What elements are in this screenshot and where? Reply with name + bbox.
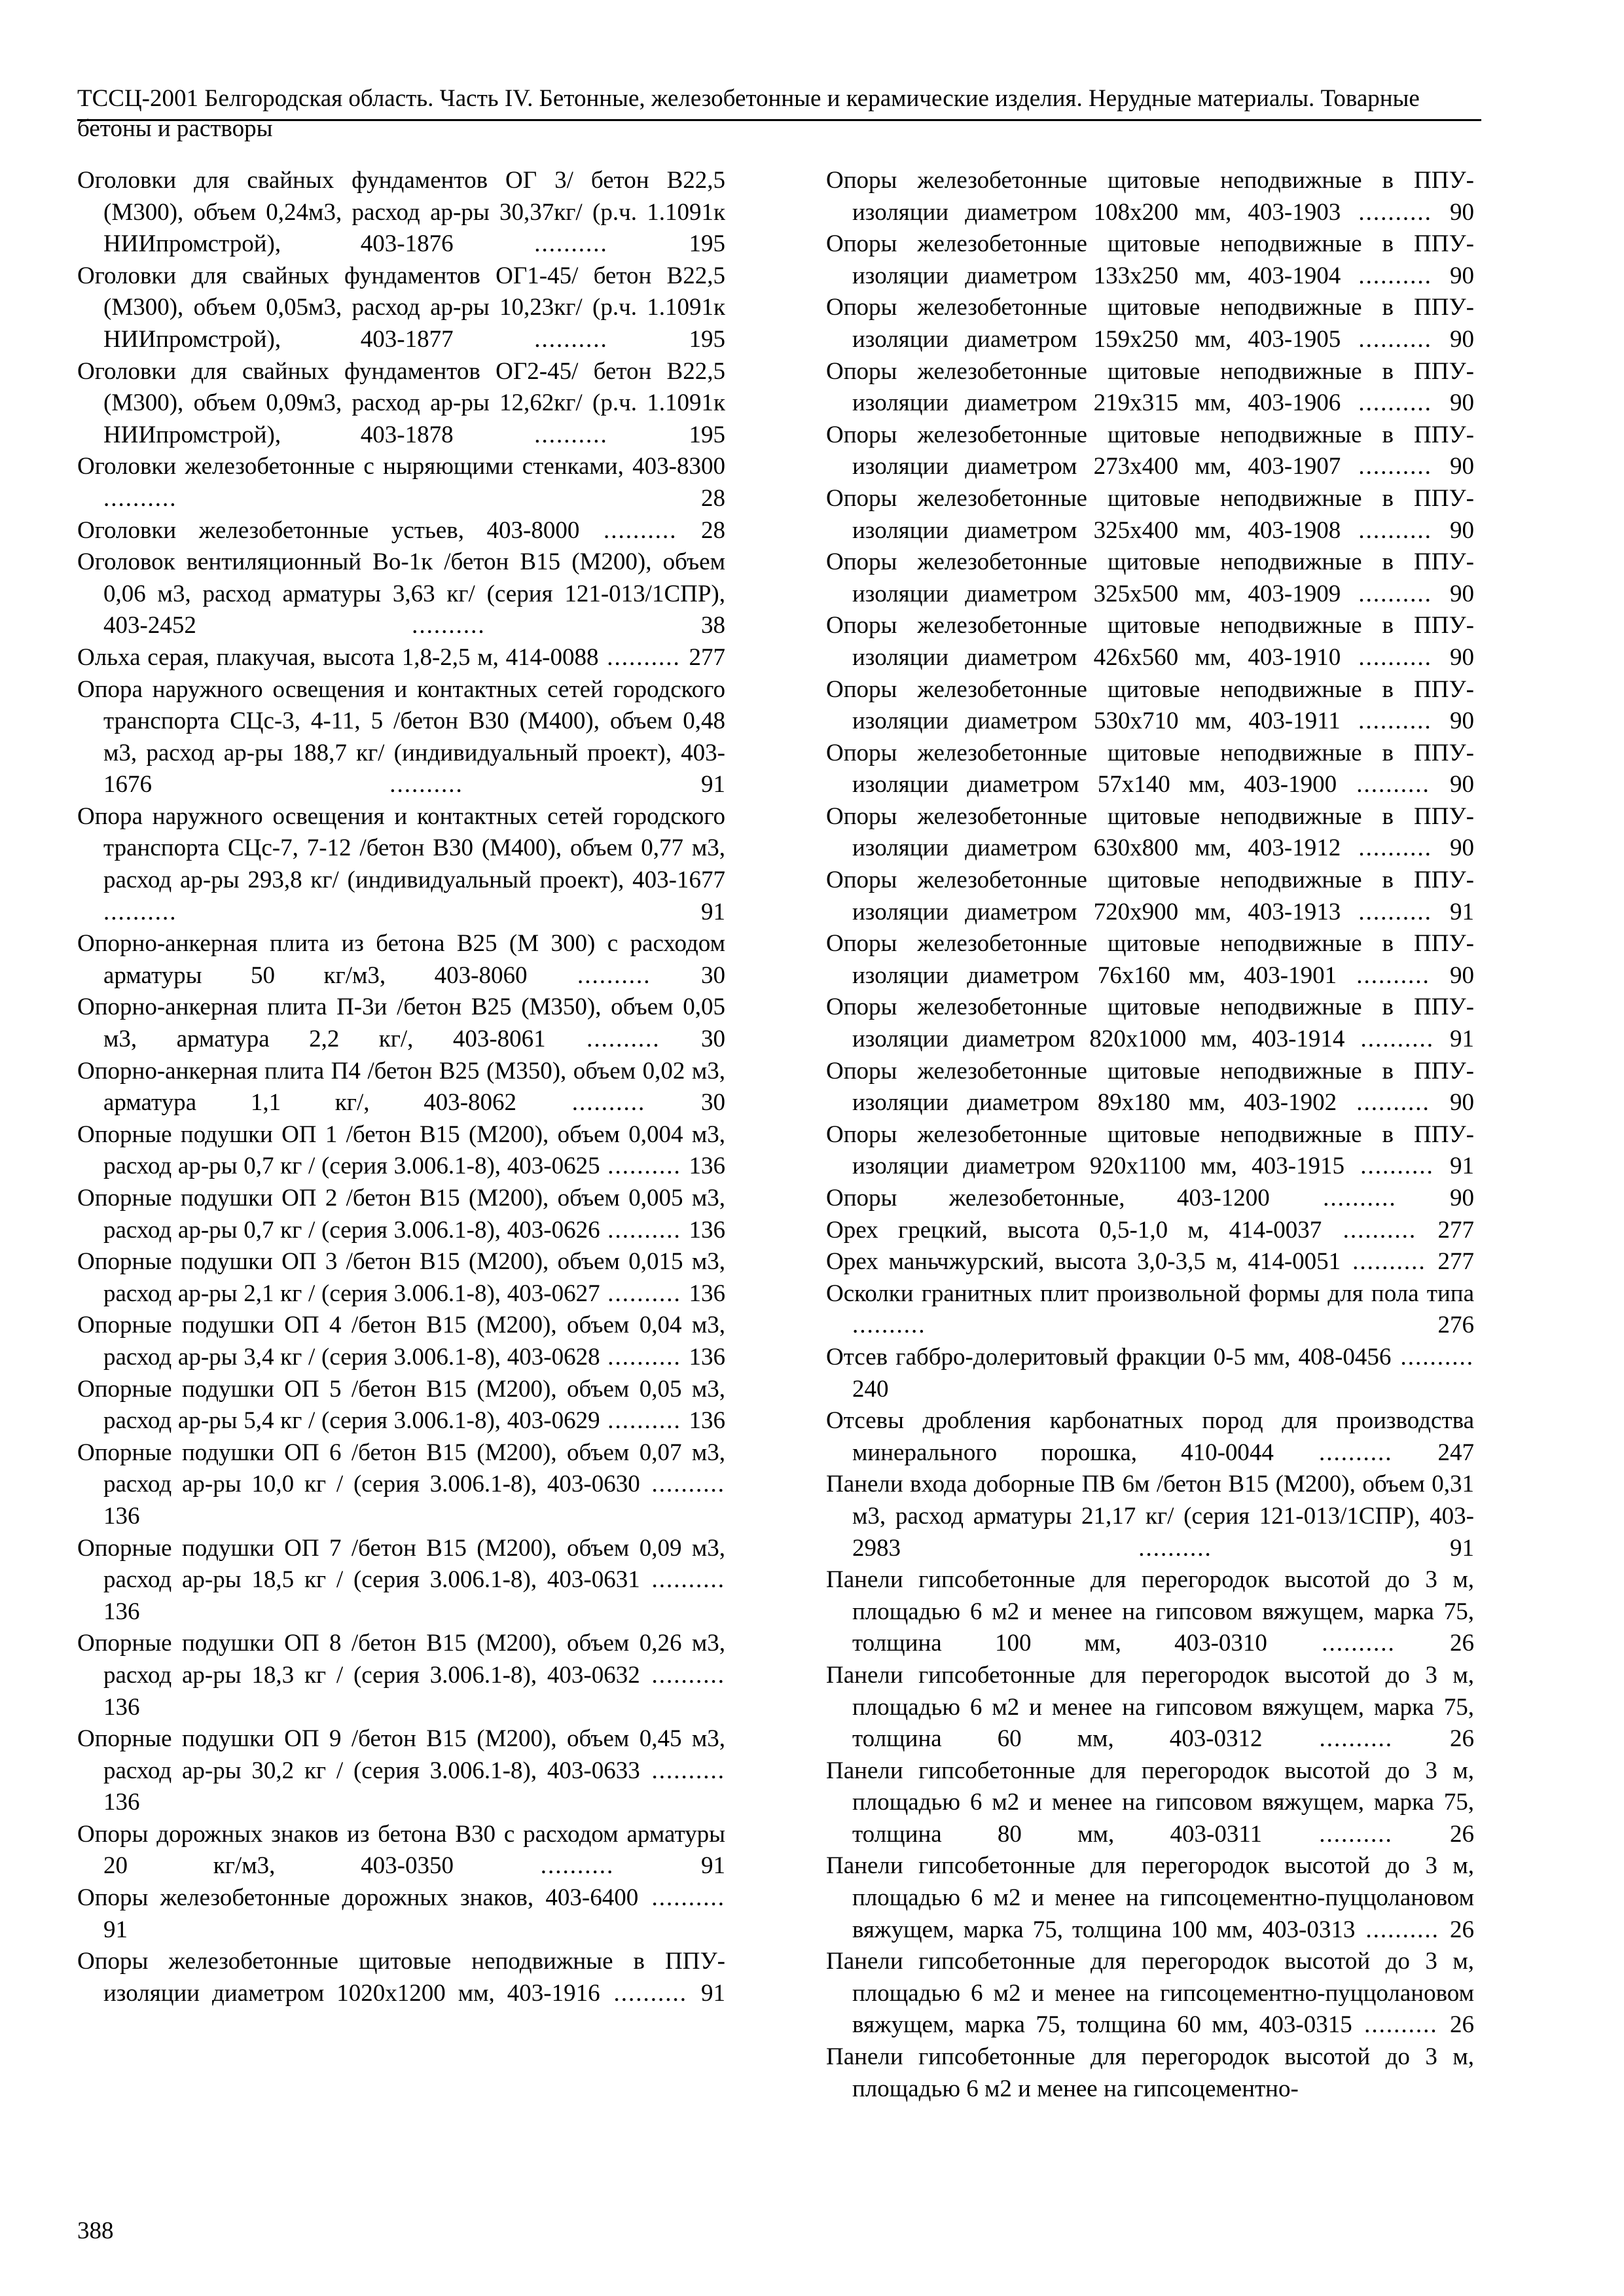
leader-dots: .......... [196, 612, 701, 639]
leader-dots: .......... [579, 516, 701, 544]
leader-dots: .......... [640, 1471, 725, 1498]
leader-dots: .......... [453, 325, 689, 353]
index-entry-text: Опорные подушки ОП 6 /бетон В15 (М200), объем 0,07 м3, расход ар-ры 10,0 кг / (серия 3.006.1-8), 403-0630 [77, 1439, 725, 1498]
leader-dots: .......... [1337, 1089, 1451, 1117]
index-entry-page: 91 [1450, 898, 1474, 925]
index-entry-page: 90 [1450, 1089, 1475, 1117]
index-entry-text: Опоры железобетонные щитовые неподвижные в ППУ-изоляции диаметром 159х250 мм, 403-1905 [826, 294, 1474, 353]
index-entry-text: Панели гипсобетонные для перегородок высотой до 3 м, площадью 6 м2 и менее на гипсовом вяжущем, марка 75, толщина 100 мм, 403-0310 [826, 1566, 1474, 1657]
leader-dots: .......... [1341, 898, 1450, 925]
index-entry [826, 1660, 1474, 1755]
index-entry-page: 136 [103, 1598, 140, 1625]
index-entry [826, 1183, 1474, 1215]
leader-dots: .......... [103, 484, 701, 512]
leader-dots: .......... [1269, 1185, 1451, 1211]
index-entry-page: 90 [1450, 771, 1475, 798]
leader-dots: .......... [600, 1153, 689, 1180]
index-entry [826, 1246, 1474, 1278]
index-entry [77, 801, 725, 928]
index-entry [77, 1056, 725, 1119]
index-entry-text: Опоры железобетонные щитовые неподвижные в ППУ-изоляции диаметром 273х400 мм, 403-1907 [826, 421, 1474, 480]
leader-dots: .......... [1341, 453, 1450, 480]
index-entry-page: 90 [1450, 643, 1474, 671]
index-entry-page: 26 [1450, 1630, 1475, 1657]
index-entry [826, 738, 1474, 801]
index-entry [826, 865, 1474, 928]
index-entry [826, 610, 1474, 673]
header-rule [77, 119, 1481, 121]
index-entry [826, 1342, 1474, 1405]
index-entry [826, 483, 1474, 547]
index-entry-page: 28 [701, 484, 725, 512]
index-entry-text: Осколки гранитных плит произвольной формы для пола типа [826, 1280, 1474, 1307]
index-entry-page: 90 [1450, 961, 1475, 989]
index-entry [77, 928, 725, 992]
index-entry-text: Опорные подушки ОП 7 /бетон В15 (М200), объем 0,09 м3, расход ар-ры 18,5 кг / (серия 3.006.1-8), 403-0631 [77, 1534, 725, 1594]
index-entry-text: Панели гипсобетонные для перегородок высотой до 3 м, площадью 6 м2 и менее на гипсоцементно-пуццолановом вяжущем, марка 75, толщина 100 мм, 403-0313 [826, 1852, 1474, 1943]
leader-dots: .......... [1337, 961, 1451, 989]
index-entry-page: 90 [1450, 834, 1474, 862]
leader-dots: .......... [1352, 2011, 1450, 2039]
leader-dots: .......... [1391, 1343, 1475, 1371]
leader-dots: .......... [852, 1312, 1438, 1339]
index-entry [826, 356, 1474, 420]
index-entry-page: 30 [701, 1026, 725, 1053]
index-entry [826, 1056, 1474, 1119]
index-entry-text: Оголовки для свайных фундаментов ОГ1-45/ бетон В22,5 (М300), объем 0,05м3, расход ар-ры 10,23кг/ (р.ч. 1.1091к НИИпромстрой), 403-1877 [77, 262, 725, 353]
leader-dots: .......... [640, 1661, 725, 1689]
index-entry-page: 91 [701, 1852, 726, 1880]
index-entry [826, 547, 1474, 610]
index-entry-page: 26 [1450, 1820, 1475, 1848]
index-entry [77, 1946, 725, 2009]
index-entry [77, 1882, 725, 1946]
index-entry-text: Опоры железобетонные щитовые неподвижные в ППУ-изоляции диаметром 108х200 мм, 403-1903 [826, 167, 1474, 226]
index-entry [826, 165, 1474, 228]
leader-dots: .......... [600, 1343, 689, 1371]
index-entry-page: 277 [1437, 1248, 1475, 1276]
index-entry [77, 1310, 725, 1373]
index-entry [826, 1469, 1474, 1564]
index-entry [77, 642, 725, 674]
index-entry-text: Опоры железобетонные щитовые неподвижные в ППУ-изоляции диаметром 325х400 мм, 403-1908 [826, 484, 1474, 544]
leader-dots: .......... [1341, 262, 1450, 289]
leader-dots: .......... [516, 1089, 701, 1117]
index-entry [826, 420, 1474, 483]
index-entry-page: 136 [689, 1407, 725, 1435]
index-entry [826, 292, 1474, 355]
leader-dots: .......... [640, 1757, 725, 1784]
index-entry [826, 1564, 1474, 1660]
index-entry [826, 2041, 1474, 2105]
index-entry-page: 91 [1450, 1153, 1475, 1180]
leader-dots: .......... [1341, 389, 1450, 417]
leader-dots: .......... [1341, 643, 1450, 671]
index-entry-text: Опорные подушки ОП 9 /бетон В15 (М200), объем 0,45 м3, расход ар-ры 30,2 кг / (серия 3.006.1-8), 403-0633 [77, 1725, 725, 1784]
leader-dots: .......... [1341, 580, 1450, 607]
index-entry-text: Оголовки железобетонные устьев, 403-8000 [77, 516, 580, 544]
index-entry [77, 260, 725, 356]
index-entry-page: 136 [103, 1693, 140, 1721]
index-entry-text: Опорные подушки ОП 1 /бетон В15 (М200), объем 0,004 м3, расход ар-ры 0,7 кг / (серия 3.006.1-8), 403-0625 [77, 1121, 725, 1180]
index-column-left [77, 165, 725, 2009]
leader-dots: .......... [1341, 198, 1450, 226]
leader-dots: .......... [901, 1534, 1450, 1562]
leader-dots: .......... [453, 421, 689, 448]
index-entry-text: Оголовки для свайных фундаментов ОГ 3/ бетон В22,5 (М300), объем 0,24м3, расход ар-ры 30,37кг/ (р.ч. 1.1091к НИИпромстрой), 403-1876 [77, 167, 725, 258]
leader-dots: .......... [1261, 1820, 1451, 1848]
index-entry [826, 1946, 1474, 2041]
index-entry-text: Опоры железобетонные щитовые неподвижные в ППУ-изоляции диаметром 89х180 мм, 403-1902 [826, 1057, 1474, 1117]
leader-dots: .......... [600, 1407, 689, 1435]
index-entry [77, 515, 725, 547]
index-entry-page: 136 [689, 1153, 725, 1180]
index-entry [77, 1437, 725, 1533]
index-entry-page: 90 [1450, 325, 1474, 353]
index-entry [826, 1405, 1474, 1469]
index-entry [77, 1628, 725, 1723]
index-entry-text: Отсевы дробления карбонатных пород для производства минерального порошка, 410-0044 [826, 1407, 1474, 1466]
leader-dots: .......... [600, 1979, 702, 2007]
index-entry-text: Опора наружного освещения и контактных сетей городского транспорта СЦс-3, 4-11, 5 /бетон В30 (М400), объем 0,48 м3, расход ар-ры 188,7 кг/ (индивидуальный проект), 403-1676 [77, 675, 725, 798]
index-entry-text: Опоры железобетонные щитовые неподвижные в ППУ-изоляции диаметром 426х560 мм, 403-1910 [826, 612, 1474, 671]
index-entry-text: Опорно-анкерная плита П4 /бетон В25 (М350), объем 0,02 м3, арматура 1,1 кг/, 403-8062 [77, 1057, 725, 1117]
index-entry [826, 928, 1474, 992]
index-entry-page: 90 [1450, 516, 1474, 544]
index-entry-text: Оголовки для свайных фундаментов ОГ2-45/ бетон В22,5 (М300), объем 0,09м3, расход ар-ры 12,62кг/ (р.ч. 1.1091к НИИпромстрой), 403-1878 [77, 357, 725, 448]
index-entry-text: Опоры дорожных знаков из бетона В30 с расходом арматуры 20 кг/м3, 403-0350 [77, 1820, 725, 1880]
leader-dots: .......... [1262, 1725, 1450, 1753]
index-entry-page: 136 [689, 1280, 725, 1307]
index-entry-page: 90 [1450, 453, 1474, 480]
index-entry-text: Опорно-анкерная плита из бетона В25 (М 300) с расходом арматуры 50 кг/м3, 403-8060 [77, 930, 725, 989]
index-entry-page: 91 [103, 1916, 128, 1943]
index-entry [826, 992, 1474, 1055]
leader-dots: .......... [1341, 516, 1450, 544]
leader-dots: .......... [1340, 708, 1450, 735]
running-header [77, 84, 1481, 144]
index-entry-page: 90 [1450, 708, 1474, 735]
index-column-right [826, 165, 1474, 2105]
index-entry [826, 228, 1474, 292]
leader-dots: .......... [453, 230, 689, 258]
index-entry [77, 1533, 725, 1628]
index-entry [77, 992, 725, 1055]
index-entry-page: 277 [689, 643, 725, 671]
index-entry-page: 195 [689, 230, 725, 258]
index-entry-text: Опоры железобетонные щитовые неподвижные в ППУ-изоляции диаметром 820х1000 мм, 403-1914 [826, 994, 1474, 1053]
index-entry [826, 674, 1474, 738]
index-entry-page: 277 [1437, 1216, 1474, 1244]
index-entry [826, 1850, 1474, 1946]
index-entry-text: Ольха серая, плакучая, высота 1,8-2,5 м, 414-0088 [77, 643, 599, 671]
index-entry [826, 1755, 1474, 1851]
index-entry-text: Панели гипсобетонные для перегородок высотой до 3 м, площадью 6 м2 и менее на гипсоцементно- [826, 2043, 1474, 2102]
index-entry-page: 195 [689, 421, 725, 448]
index-entry-text: Опора наружного освещения и контактных сетей городского транспорта СЦс-7, 7-12 /бетон В30 (М400), объем 0,77 м3, расход ар-ры 293,8 кг/ (индивидуальный проект), 403-1677 [77, 802, 725, 894]
index-entry-page: 276 [1437, 1312, 1474, 1339]
index-entry-text: Опоры железобетонные щитовые неподвижные в ППУ-изоляции диаметром 57х140 мм, 403-1900 [826, 739, 1474, 798]
leader-dots: .......... [640, 1566, 725, 1594]
index-entry-page: 91 [1450, 1534, 1474, 1562]
leader-dots: .......... [1355, 1916, 1450, 1943]
index-entry [77, 1819, 725, 1882]
index-entry [77, 1723, 725, 1819]
index-entry [826, 1215, 1474, 1247]
index-entry-page: 136 [689, 1216, 725, 1244]
index-entry-text: Опорные подушки ОП 4 /бетон В15 (М200), объем 0,04 м3, расход ар-ры 3,4 кг / (серия 3.006.1-8), 403-0628 [77, 1312, 725, 1371]
leader-dots: .......... [1341, 834, 1450, 862]
index-entry-text: Опорные подушки ОП 3 /бетон В15 (М200), объем 0,015 м3, расход ар-ры 2,1 кг / (серия 3.006.1-8), 403-0627 [77, 1248, 725, 1307]
leader-dots: .......... [1344, 1153, 1451, 1180]
index-entry [77, 547, 725, 642]
index-entry-page: 90 [1450, 389, 1474, 417]
leader-dots: .......... [1341, 325, 1450, 353]
index-entry-page: 195 [689, 325, 725, 353]
index-entry-page: 26 [1450, 1916, 1474, 1943]
index-entry-page: 136 [689, 1343, 725, 1371]
index-entry-text: Опоры железобетонные щитовые неподвижные в ППУ-изоляции диаметром 76х160 мм, 403-1901 [826, 930, 1474, 989]
index-entry-text: Орех маньчжурский, высота 3,0-3,5 м, 414-0051 [826, 1248, 1341, 1276]
index-entry-page: 91 [701, 771, 725, 798]
index-entry-page: 26 [1450, 2011, 1474, 2039]
index-entry-text: Опоры железобетонные дорожных знаков, 403-6400 [77, 1884, 639, 1912]
index-entry [77, 451, 725, 514]
index-entry [77, 1374, 725, 1437]
index-entry-text: Опорные подушки ОП 5 /бетон В15 (М200), объем 0,05 м3, расход ар-ры 5,4 кг / (серия 3.006.1-8), 403-0629 [77, 1375, 725, 1435]
leader-dots: .......... [600, 1280, 689, 1307]
index-entry-page: 91 [1450, 1026, 1474, 1053]
leader-dots: .......... [527, 961, 702, 989]
index-entry [77, 1246, 725, 1310]
index-entry-page: 91 [701, 898, 725, 925]
index-entry-text: Опоры железобетонные щитовые неподвижные в ППУ-изоляции диаметром 1020х1200 мм, 403-1916 [77, 1948, 725, 2007]
index-entry-text: Орех грецкий, высота 0,5-1,0 м, 414-0037 [826, 1216, 1322, 1244]
index-entry [77, 1119, 725, 1183]
index-entry-text: Опоры железобетонные щитовые неподвижные в ППУ-изоляции диаметром 920х1100 мм, 403-1915 [826, 1121, 1474, 1180]
leader-dots: .......... [638, 1884, 726, 1912]
leader-dots: .......... [1341, 1248, 1438, 1276]
index-entry [826, 801, 1474, 865]
index-entry-text: Опорно-анкерная плита П-3и /бетон В25 (М350), объем 0,05 м3, арматура 2,2 кг/, 403-8061 [77, 994, 725, 1053]
leader-dots: .......... [1344, 1026, 1450, 1053]
index-entry-text: Оголовки железобетонные с ныряющими стенками, 403-8300 [77, 453, 725, 480]
index-entry [77, 1183, 725, 1246]
index-entry-page: 91 [701, 1979, 726, 2007]
leader-dots: .......... [1267, 1630, 1451, 1657]
leader-dots: .......... [103, 898, 701, 925]
index-entry-text: Опоры железобетонные, 403-1200 [826, 1185, 1270, 1211]
index-entry-page: 30 [701, 1089, 725, 1117]
index-entry-page: 247 [1437, 1439, 1474, 1466]
index-entry-page: 90 [1450, 198, 1474, 226]
index-entry-page: 240 [852, 1375, 889, 1403]
index-entry-text: Опоры железобетонные щитовые неподвижные в ППУ-изоляции диаметром 630х800 мм, 403-1912 [826, 802, 1474, 862]
index-entry-page: 90 [1450, 262, 1474, 289]
index-entry-page: 38 [701, 612, 725, 639]
leader-dots: .......... [600, 1216, 689, 1244]
leader-dots: .......... [453, 1852, 702, 1880]
index-entry-text: Панели гипсобетонные для перегородок высотой до 3 м, площадью 6 м2 и менее на гипсоцементно-пуццолановом вяжущем, марка 75, толщина 60 мм, 403-0315 [826, 1948, 1474, 2039]
leader-dots: .......... [598, 643, 689, 671]
index-entry-text: Оголовок вентиляционный Во-1к /бетон В15 (М200), объем 0,06 м3, расход арматуры 3,63 кг/ (серия 121-013/1СПР), 403-2452 [77, 548, 725, 639]
leader-dots: .......... [545, 1026, 701, 1053]
index-entry-text: Панели гипсобетонные для перегородок высотой до 3 м, площадью 6 м2 и менее на гипсовом вяжущем, марка 75, толщина 60 мм, 403-0312 [826, 1661, 1474, 1753]
leader-dots: .......... [1322, 1216, 1438, 1244]
index-entry-text: Отсев габбро-долеритовый фракции 0-5 мм, 408-0456 [826, 1343, 1392, 1371]
index-entry-page: 136 [103, 1502, 140, 1530]
index-entry-text: Опоры железобетонные щитовые неподвижные в ППУ-изоляции диаметром 325х500 мм, 403-1909 [826, 548, 1474, 607]
index-entry [77, 356, 725, 452]
index-entry-page: 90 [1450, 1185, 1475, 1211]
index-entry-page: 136 [103, 1789, 140, 1816]
leader-dots: .......... [1273, 1439, 1438, 1466]
page-number: 388 [77, 2217, 114, 2244]
header-title: ТССЦ-2001 Белгородская область. Часть IV. Бетонные, железобетонные и керамические изделия. Нерудные материалы. Товарные бетоны и растворы [77, 85, 1420, 142]
index-entry-text: Опоры железобетонные щитовые неподвижные в ППУ-изоляции диаметром 720х900 мм, 403-1913 [826, 867, 1474, 925]
index-entry-page: 26 [1450, 1725, 1474, 1753]
index-entry-text: Опоры железобетонные щитовые неподвижные в ППУ-изоляции диаметром 133х250 мм, 403-1904 [826, 230, 1474, 289]
index-entry [77, 165, 725, 260]
leader-dots: .......... [152, 771, 701, 798]
index-entry-page: 90 [1450, 580, 1474, 607]
index-entry-text: Опорные подушки ОП 8 /бетон В15 (М200), объем 0,26 м3, расход ар-ры 18,3 кг / (серия 3.006.1-8), 403-0632 [77, 1630, 725, 1689]
index-entry [826, 1278, 1474, 1342]
leader-dots: .......... [1337, 771, 1451, 798]
index-entry-page: 30 [701, 961, 726, 989]
index-entry-text: Опорные подушки ОП 2 /бетон В15 (М200), объем 0,005 м3, расход ар-ры 0,7 кг / (серия 3.006.1-8), 403-0626 [77, 1185, 725, 1244]
index-entry-text: Панели входа доборные ПВ 6м /бетон В15 (М200), объем 0,31 м3, расход арматуры 21,17 кг/ (серия 121-013/1СПР), 403-2983 [826, 1471, 1474, 1562]
index-entry-page: 28 [701, 516, 725, 544]
index-entry [77, 674, 725, 801]
index-entry-text: Опоры железобетонные щитовые неподвижные в ППУ-изоляции диаметром 530х710 мм, 403-1911 [826, 675, 1474, 735]
index-entry-text: Панели гипсобетонные для перегородок высотой до 3 м, площадью 6 м2 и менее на гипсовом вяжущем, марка 75, толщина 80 мм, 403-0311 [826, 1757, 1474, 1848]
index-entry-text: Опоры железобетонные щитовые неподвижные в ППУ-изоляции диаметром 219х315 мм, 403-1906 [826, 357, 1474, 417]
index-entry [826, 1119, 1474, 1183]
